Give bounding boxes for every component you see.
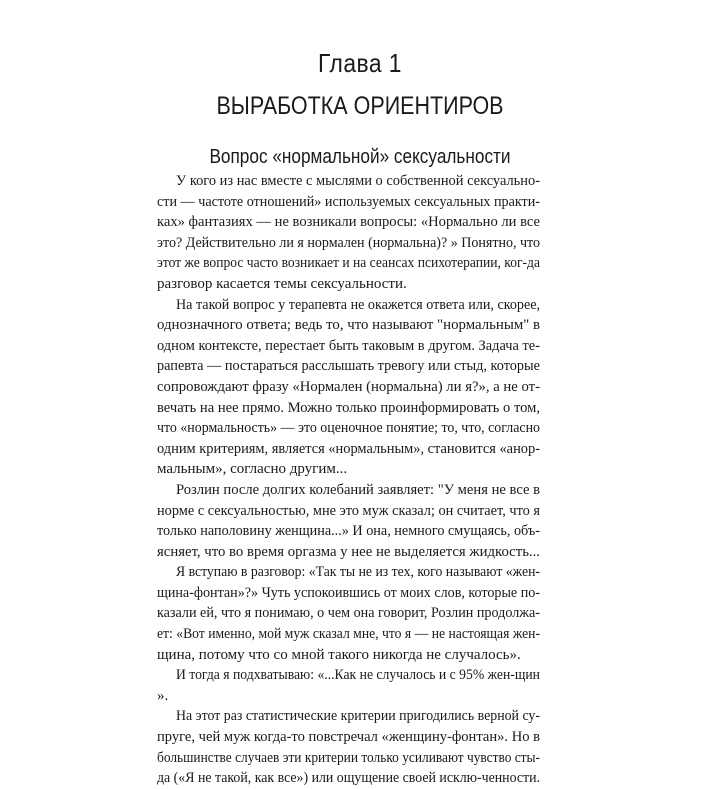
text-line: только наполовину женщина...» И она, немного смущаясь, объ- [157, 523, 540, 540]
text-line: На этот раз статистические критерии пригодились верной су- [176, 708, 540, 725]
text-line: казали ей, что я понимаю, о чем она говорит, Розлин продолжа- [157, 605, 540, 622]
paragraph [157, 562, 540, 665]
text-line: что «нормальность» — это оценочное понятие; то, что, согласно [157, 420, 540, 437]
section-title: Вопрос «нормальной» сексуальности [209, 146, 511, 168]
paragraph [157, 295, 540, 480]
text-line: ет: «Вот именно, мой муж сказал мне, что я — не настоящая жен- [157, 626, 540, 643]
text-line: ясняет, что во время оргазма у нее не выделяется жидкость... [157, 543, 540, 560]
text-line: одном контексте, перестает быть таковым в другом. Задача те- [157, 337, 540, 354]
text-line: И тогда я подхватываю: «...Как не случалось и с 95% жен-щин [176, 667, 540, 684]
paragraph [157, 480, 540, 562]
text-line: щина-фонтан»?» Чуть успокоившись от моих слов, которые по- [157, 584, 540, 601]
body-text [157, 171, 540, 789]
text-line: ках» фантазиях — не возникали вопросы: «Нормально ли все [157, 214, 540, 231]
text-line: вечать на нее прямо. Можно только проинформировать о том, [157, 399, 540, 416]
text-line: однозначного ответа; ведь то, что называют "нормальным" в [157, 317, 540, 334]
text-line: одним критериям, является «нормальным», становится «анор- [157, 440, 540, 457]
text-line: У кого из нас вместе с мыслями о собственной сексуально- [176, 173, 540, 189]
text-line: да («Я не такой, как все») или ощущение своей исклю-ченности. [157, 770, 540, 787]
text-line: Я вступаю в разговор: «Так ты не из тех, кого называют «жен- [176, 564, 540, 581]
text-line: это? Действительно ли я нормален (нормальна)? » Понятно, что [157, 234, 540, 251]
chapter-number: Глава 1 [318, 48, 402, 78]
text-line: сти — частоте отношений» используемых сексуальных практи- [157, 193, 540, 210]
text-line: этот же вопрос часто возникает и на сеансах психотерапии, ког-да [157, 255, 540, 272]
text-line: большинстве случаев эти критерии только усиливают чувство сты- [157, 749, 540, 766]
text-line: мальным», согласно другим... [157, 461, 348, 478]
paragraph [157, 706, 540, 788]
text-line: сопровождают фразу «Нормален (нормальна) ли я?», а не от- [157, 378, 540, 395]
text-line: рапевта — постараться расслышать тревогу или стыд, которые [157, 358, 540, 375]
paragraph [157, 171, 540, 295]
text-line: норме с сексуальностью, мне это муж сказал; он считает, что я [157, 502, 540, 519]
chapter-title: ВЫРАБОТКА ОРИЕНТИРОВ [216, 92, 504, 120]
text-line: разговор касается темы сексуальности. [157, 275, 407, 292]
text-line: Розлин после долгих колебаний заявляет: "У меня не все в [176, 481, 540, 498]
text-line: ». [157, 687, 169, 704]
text-line: щина, потому что со мной такого никогда не случалось». [157, 646, 521, 663]
paragraph [157, 665, 540, 706]
text-line: пруге, чей муж когда-то повстречал «женщину-фонтан». Но в [157, 729, 540, 746]
text-line: На такой вопрос у терапевта не окажется ответа или, скорее, [176, 296, 540, 313]
